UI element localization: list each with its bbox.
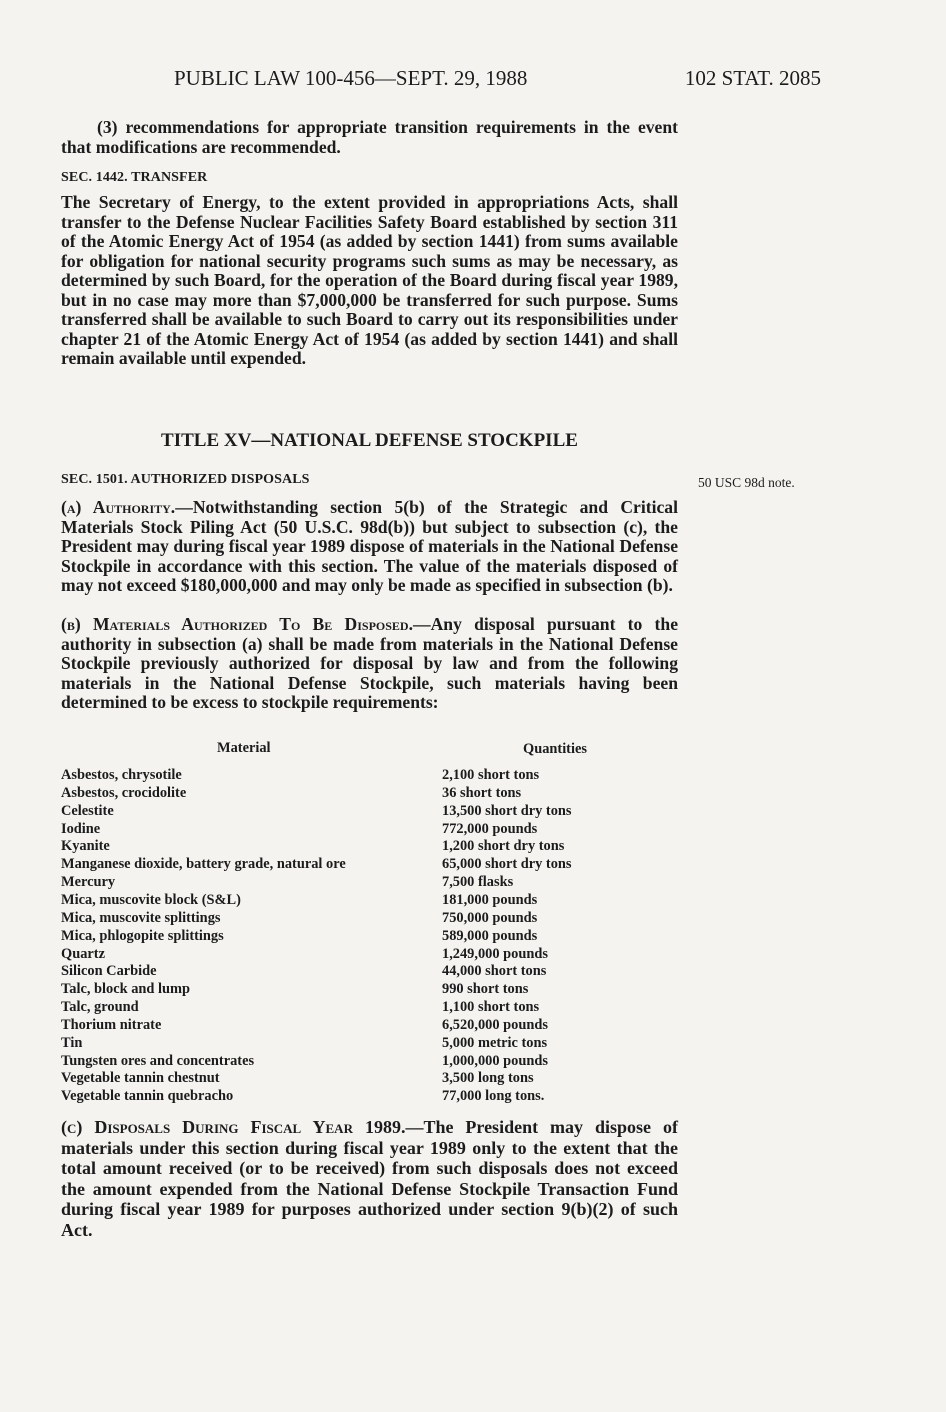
- table-row: [61, 856, 601, 874]
- material-cell: Silicon Carbide: [61, 963, 157, 980]
- material-cell: Mica, phlogopite splittings: [61, 927, 224, 944]
- quantity-cell: 6,520,000 pounds: [442, 1016, 548, 1033]
- table-row: [61, 838, 601, 856]
- material-cell: Kyanite: [61, 838, 110, 855]
- table-row: [61, 1070, 601, 1088]
- material-cell: Manganese dioxide, battery grade, natural ore: [61, 856, 346, 873]
- paragraph-3: (3) recommendations for appropriate transition requirements in the event that modifications are recommended.: [61, 117, 678, 157]
- material-cell: Mica, muscovite splittings: [61, 909, 221, 926]
- sec-1501-heading: SEC. 1501. AUTHORIZED DISPOSALS: [61, 472, 310, 487]
- subsection-c-label: (c) Disposals During Fiscal Year: [61, 1117, 353, 1137]
- materials-table: [61, 740, 601, 1110]
- subsection-b-label: (b) Materials Authorized To Be Disposed.: [61, 614, 413, 634]
- subsection-b: [61, 615, 678, 713]
- quantity-cell: 990 short tons: [442, 981, 529, 998]
- quantity-cell: 589,000 pounds: [442, 927, 538, 944]
- material-cell: Iodine: [61, 820, 101, 837]
- table-row: [61, 999, 601, 1017]
- table-row: [61, 892, 601, 910]
- column-header-quantities: Quantities: [523, 741, 587, 757]
- table-row: [61, 963, 601, 981]
- quantity-cell: 36 short tons: [442, 784, 522, 801]
- quantity-cell: 44,000 short tons: [442, 963, 547, 980]
- quantity-cell: 772,000 pounds: [442, 820, 538, 837]
- material-cell: Mica, muscovite block (S&L): [61, 891, 241, 908]
- table-row: [61, 1017, 601, 1035]
- table-row: [61, 1035, 601, 1053]
- quantity-cell: 3,500 long tons: [442, 1070, 534, 1087]
- table-row: [61, 803, 601, 821]
- material-cell: Asbestos, crocidolite: [61, 784, 187, 801]
- material-cell: Celestite: [61, 802, 114, 819]
- subsection-a-text: —Notwithstanding section 5(b) of the Strategic and Critical Materials Stock Piling Act (50 U.S.C. 98d(b)) but subject to subsection (c), the President may during fiscal year 1989 dispose of materials in the National Defense Stockpile in accordance with this section. The value of the materials disposed of may not exceed $180,000,000 and may only be made as specified in subsection (b).: [61, 497, 678, 595]
- table-row: [61, 910, 601, 928]
- material-cell: Tungsten ores and concentrates: [61, 1052, 255, 1069]
- table-row: [61, 928, 601, 946]
- table-row: [61, 821, 601, 839]
- quantity-cell: 65,000 short dry tons: [442, 856, 572, 873]
- quantity-cell: 77,000 long tons.: [442, 1088, 545, 1105]
- material-cell: Talc, ground: [61, 999, 139, 1016]
- material-cell: Thorium nitrate: [61, 1016, 162, 1033]
- material-cell: Mercury: [61, 874, 116, 891]
- subsection-c: [61, 1117, 678, 1240]
- material-cell: Vegetable tannin chestnut: [61, 1070, 220, 1087]
- quantity-cell: 1,200 short dry tons: [442, 838, 565, 855]
- quantity-cell: 5,000 metric tons: [442, 1034, 548, 1051]
- material-cell: Asbestos, chrysotile: [61, 767, 182, 783]
- header-citation: PUBLIC LAW 100-456—SEPT. 29, 1988: [174, 66, 528, 90]
- material-cell: Talc, block and lump: [61, 981, 191, 998]
- title-xv-heading: TITLE XV—NATIONAL DEFENSE STOCKPILE: [161, 430, 578, 451]
- quantity-cell: 1,249,000 pounds: [442, 945, 548, 962]
- quantity-cell: 7,500 flasks: [442, 874, 514, 891]
- table-row: [61, 785, 601, 803]
- subsection-c-text: 1989.—The President may dispose of materials under this section during fiscal year 1989 only to the extent that the total amount received (or to be received) from such disposals does not exceed the amount expended from the National Defense Stockpile Transaction Fund during fiscal year 1989 for purposes authorized under section 9(b)(2) of such Act.: [61, 1117, 678, 1240]
- subsection-b-text: —Any disposal pursuant to the authority in subsection (a) shall be made from materials in the National Defense Stockpile previously authorized for disposal by law and from the following materials in the National Defense Stockpile, such materials having been determined to be excess to stockpile requirements:: [61, 614, 679, 712]
- sec-1442-heading: SEC. 1442. TRANSFER: [61, 170, 208, 185]
- table-row: [61, 767, 601, 785]
- sec-1442-body: The Secretary of Energy, to the extent provided in appropriations Acts, shall transfer to the Defense Nuclear Facilities Safety Board established by section 311 of the Atomic Energy Act of 1954 (as added by section 1441) from sums available for obligation for national security programs such sums as may be necessary, as determined by such Board, for the operation of the Board during fiscal year 1989, but in no case may more than $7,000,000 be transferred for such purpose. Sums transferred shall be available to such Board to carry out its responsibilities under chapter 21 of the Atomic Energy Act of 1954 (as added by section 1441) and shall remain available until expended.: [61, 192, 678, 368]
- material-cell: Tin: [61, 1034, 83, 1051]
- material-cell: Quartz: [61, 945, 105, 962]
- table-row: [61, 1053, 601, 1071]
- table-row: [61, 981, 601, 999]
- column-header-material: Material: [217, 740, 271, 756]
- quantity-cell: 750,000 pounds: [442, 909, 538, 926]
- quantity-cell: 181,000 pounds: [442, 891, 538, 908]
- quantity-cell: 2,100 short tons: [442, 767, 540, 783]
- quantity-cell: 13,500 short dry tons: [442, 802, 572, 819]
- table-row: [61, 1088, 601, 1106]
- subsection-a: [61, 498, 678, 596]
- table-row: [61, 874, 601, 892]
- quantity-cell: 1,000,000 pounds: [442, 1052, 548, 1069]
- material-cell: Vegetable tannin quebracho: [61, 1088, 234, 1105]
- table-row: [61, 946, 601, 964]
- margin-note: 50 USC 98d note.: [698, 475, 795, 490]
- quantity-cell: 1,100 short tons: [442, 999, 540, 1016]
- header-stat-page: 102 STAT. 2085: [684, 66, 821, 90]
- subsection-a-label: (a) Authority.: [61, 497, 176, 517]
